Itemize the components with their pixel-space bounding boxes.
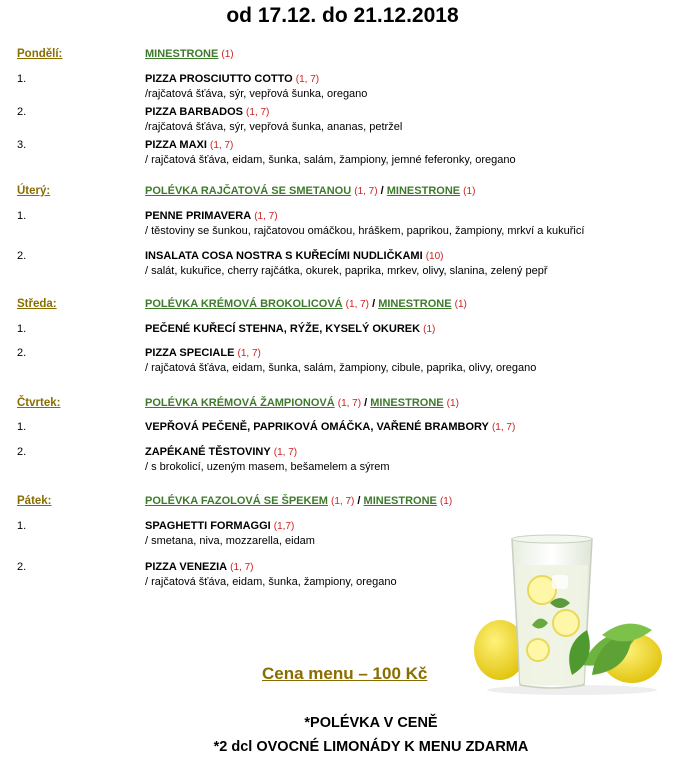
soup-separator: / <box>357 495 361 507</box>
dish-item <box>145 421 515 433</box>
soup-name: MINESTRONE <box>145 48 219 60</box>
dish-name: PIZZA MAXI <box>145 139 207 151</box>
dish-item <box>145 561 397 588</box>
dish-description: /rajčatová šťáva, sýr, vepřová šunka, ananas, petržel <box>145 121 403 133</box>
dish-item <box>145 347 536 374</box>
dish-number: 1. <box>17 520 27 532</box>
dish-allergens: (10) <box>425 251 444 262</box>
dish-item <box>145 210 584 237</box>
dish-item <box>145 106 402 133</box>
dish-item <box>145 446 390 473</box>
soups-pondeli <box>145 48 234 60</box>
soups-utery <box>145 185 475 197</box>
dish-name: PEČENÉ KUŘECÍ STEHNA, RÝŽE, KYSELÝ OKUREK <box>145 323 421 335</box>
dish-name: PIZZA SPECIALE <box>145 347 235 359</box>
dish-number: 2. <box>17 446 27 458</box>
dish-allergens: (1, 7) <box>491 422 516 433</box>
dish-description: / salát, kukuřice, cherry rajčátka, okurek, paprika, mrkev, olivy, slanina, zelený pepř <box>145 265 548 277</box>
dish-description: / těstoviny se šunkou, rajčatovou omáčkou, hráškem, paprikou, žampiony, mrkví a kukuřicí <box>145 225 585 237</box>
soup-name: POLÉVKA RAJČATOVÁ SE SMETANOU <box>145 185 352 197</box>
dish-item <box>145 73 367 100</box>
soup-separator: / <box>372 298 376 310</box>
soup-allergens: (1, 7) <box>354 186 378 197</box>
dish-allergens: (1, 7) <box>254 211 278 222</box>
day-label-pondeli: Pondělí: <box>17 48 63 60</box>
dish-name: PIZZA PROSCIUTTO COTTO <box>145 73 293 85</box>
dish-allergens: (1) <box>423 324 436 335</box>
dish-number: 2. <box>17 561 27 573</box>
dish-number: 1. <box>17 210 27 222</box>
note-free-lemonade: *2 dcl OVOCNÉ LIMONÁDY K MENU ZDARMA <box>213 739 529 755</box>
soup-name: MINESTRONE <box>378 298 452 310</box>
soup-allergens: (1, 7) <box>345 299 370 310</box>
soups-streda <box>145 298 467 310</box>
lemonade-glass-illustration <box>472 525 672 695</box>
soup-allergens: (1) <box>463 186 476 197</box>
dish-name: PENNE PRIMAVERA <box>145 210 252 222</box>
soup-name: POLÉVKA KRÉMOVÁ BROKOLICOVÁ <box>145 298 343 310</box>
day-label-utery: Úterý: <box>17 185 51 197</box>
soup-allergens: (1, 7) <box>331 496 355 507</box>
dish-allergens: (1, 7) <box>273 447 298 458</box>
dish-allergens: (1, 7) <box>246 107 270 118</box>
page-title: od 17.12. do 21.12.2018 <box>226 4 459 27</box>
dish-name: ZAPÉKANÉ TĚSTOVINY <box>145 446 271 458</box>
soup-allergens: (1) <box>221 49 234 60</box>
soup-name: MINESTRONE <box>370 397 444 409</box>
dish-description: / smetana, niva, mozzarella, eidam <box>145 535 315 547</box>
soup-allergens: (1) <box>439 496 453 507</box>
day-label-streda: Středa: <box>17 298 57 310</box>
dish-description: / rajčatová šťáva, eidam, šunka, salám, žampiony, cibule, paprika, olivy, oregano <box>145 362 537 374</box>
dish-description: / rajčatová šťáva, eidam, šunka, salám, žampiony, jemné feferonky, oregano <box>145 154 516 166</box>
dish-item <box>145 520 315 547</box>
dish-number: 2. <box>17 250 27 262</box>
dish-allergens: (1, 7) <box>210 140 234 151</box>
dish-number: 1. <box>17 421 27 433</box>
dish-description: /rajčatová šťáva, sýr, vepřová šunka, oregano <box>145 88 368 100</box>
dish-number: 1. <box>17 323 27 335</box>
dish-item <box>145 323 435 335</box>
dish-allergens: (1, 7) <box>237 348 261 359</box>
soups-ctvrtek <box>145 397 459 409</box>
dish-name: INSALATA COSA NOSTRA S KUŘECÍMI NUDLIČKAMI <box>145 250 423 262</box>
dish-name: SPAGHETTI FORMAGGI <box>145 520 271 532</box>
dish-name: PIZZA BARBADOS <box>145 106 243 118</box>
soup-allergens: (1) <box>454 299 467 310</box>
dish-description: / s brokolicí, uzeným masem, bešamelem a sýrem <box>145 461 390 473</box>
soup-separator: / <box>364 397 368 409</box>
dish-allergens: (1, 7) <box>230 562 254 573</box>
soup-name: MINESTRONE <box>363 495 437 507</box>
note-soup-included: *POLÉVKA V CENĚ <box>304 715 438 731</box>
dish-description: / rajčatová šťáva, eidam, šunka, žampiony, oregano <box>145 576 397 588</box>
day-label-patek: Pátek: <box>17 495 52 507</box>
soup-name: MINESTRONE <box>386 185 461 197</box>
dish-number: 1. <box>17 73 27 85</box>
soup-allergens: (1) <box>446 398 459 409</box>
soup-name: POLÉVKA KRÉMOVÁ ŽAMPIONOVÁ <box>145 397 335 409</box>
soups-patek <box>145 495 452 507</box>
menu-price: Cena menu – 100 Kč <box>262 664 428 683</box>
dish-allergens: (1,7) <box>273 521 295 532</box>
day-label-ctvrtek: Čtvrtek: <box>17 397 61 409</box>
dish-allergens: (1, 7) <box>295 74 320 85</box>
dish-name: VEPŘOVÁ PEČENĚ, PAPRIKOVÁ OMÁČKA, VAŘENÉ BRAMBORY <box>145 421 489 433</box>
dish-number: 3. <box>17 139 27 151</box>
soup-allergens: (1, 7) <box>337 398 362 409</box>
soup-separator: / <box>380 185 384 197</box>
dish-number: 2. <box>17 347 27 359</box>
dish-name: PIZZA VENEZIA <box>145 561 228 573</box>
dish-item <box>145 250 547 277</box>
dish-item <box>145 139 516 166</box>
soup-name: POLÉVKA FAZOLOVÁ SE ŠPEKEM <box>145 495 328 507</box>
dish-number: 2. <box>17 106 27 118</box>
